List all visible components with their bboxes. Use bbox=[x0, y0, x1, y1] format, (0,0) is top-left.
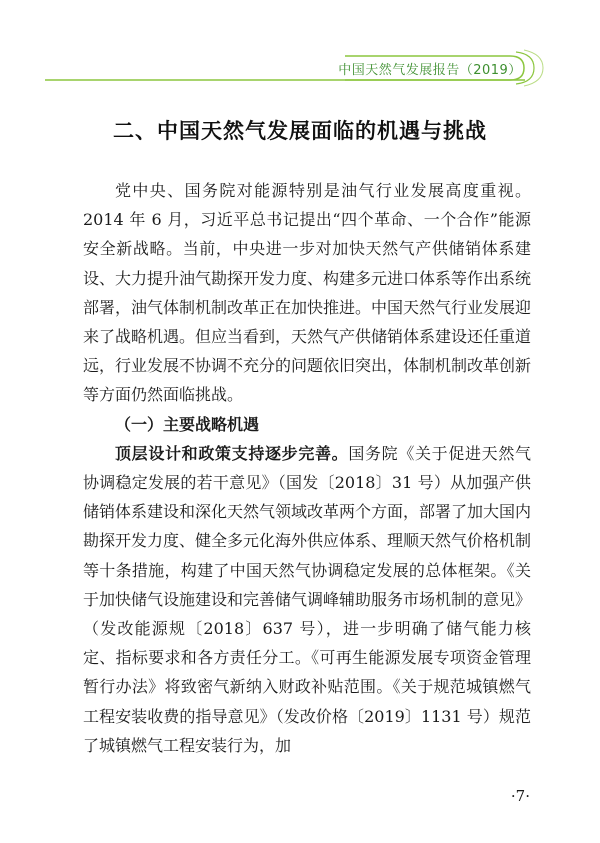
header-decoration bbox=[0, 0, 600, 100]
paragraph-opportunities-overview: 党中央、国务院对能源特别是油气行业发展高度重视。2014 年 6 月，习近平总书记提出“四个革命、一个合作”能源安全新战略。当前，中央进一步对加快天然气产供储销体系建设、大力提升油气勘探开发力度、构建多元进口体系等作出系统部署，油气体制机制改革正在加快推进。中国天然气行业发展迎来了战略机遇。但应当看到，天然气产供储销体系建设还任重道远，行业发展不协调不充分的问题依旧突出，体制机制改革创新等方面仍然面临挑战。 bbox=[83, 181, 532, 405]
paragraph-body: 国务院《关于促进天然气协调稳定发展的若干意见》（国发〔2018〕31 号）从加强产供储销体系建设和深化天然气领域改革两个方面，部署了加大国内勘探开发力度、健全多元化海外供应体系、理顺天然气价格机制等十条措施，构建了中国天然气协调稳定发展的总体框架。《关于加快储气设施建设和完善储气调峰辅助服务市场机制的意见》（发改能源规〔2018〕637 号），进一步明确了储气能力核定、指标要求和各方责任分工。《可再生能源发展专项资金管理暂行办法》将致密气新纳入财政补贴范围。《关于规范城镇燃气工程安装收费的指导意见》（发改价格〔2019〕1131 号）规范了城镇燃气工程安装行为，加 bbox=[83, 443, 532, 755]
subheading-strategic-opportunities: （一）主要战略机遇 bbox=[115, 414, 260, 434]
body-text bbox=[83, 176, 531, 760]
page-number: ·7· bbox=[510, 787, 530, 805]
section-title: 二、中国天然气发展面临的机遇与挑战 bbox=[113, 119, 487, 143]
paragraph-top-level-design bbox=[83, 439, 531, 760]
paragraph-lead-phrase: 顶层设计和政策支持逐步完善。 bbox=[115, 443, 349, 463]
running-header bbox=[0, 0, 600, 100]
header-title: 中国天然气发展报告（2019） bbox=[338, 62, 522, 78]
